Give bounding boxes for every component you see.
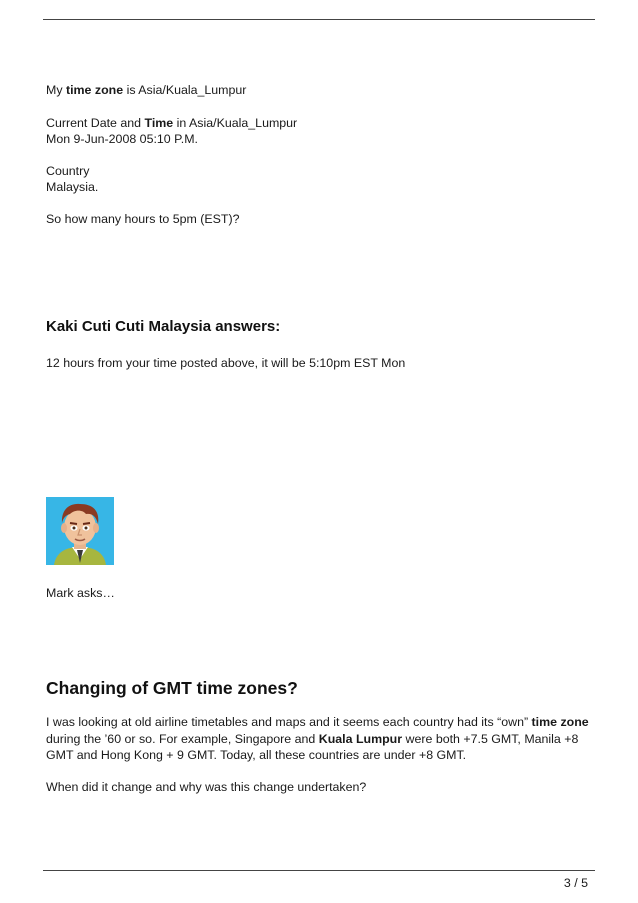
answer-text: 12 hours from your time posted above, it will be 5:10pm EST Mon [46, 356, 406, 370]
country-label: Country [46, 164, 90, 178]
cartoon-man-avatar-icon [46, 497, 114, 565]
current-time-value: Mon 9-Jun-2008 05:10 P.M. [46, 132, 198, 146]
question-heading: Changing of GMT time zones? [46, 678, 298, 698]
country-value: Malaysia. [46, 180, 99, 194]
current-time-label: Current Date and Time in Asia/Kuala_Lumpur [46, 116, 298, 130]
bottom-rule [43, 870, 595, 871]
page-number: 3 / 5 [563, 876, 588, 890]
question-body: I was looking at old airline timetables and maps and it seems each country had its “own” time zone during the ’60 or so. For example, Singapore and Kuala Lumpur were both +7.5 GMT, Manila +8 GMT and Hong Kong + 9 GMT. Today, all these countries are under +8 GMT. [46, 715, 589, 762]
question-followup: When did it change and why was this change undertaken? [46, 780, 367, 794]
answer-heading: Kaki Cuti Cuti Malaysia answers: [46, 318, 281, 335]
asker-label: Mark asks… [46, 586, 115, 600]
question-text: So how many hours to 5pm (EST)? [46, 212, 240, 226]
timezone-line: My time zone is Asia/Kuala_Lumpur [46, 83, 247, 97]
top-rule [43, 19, 595, 20]
